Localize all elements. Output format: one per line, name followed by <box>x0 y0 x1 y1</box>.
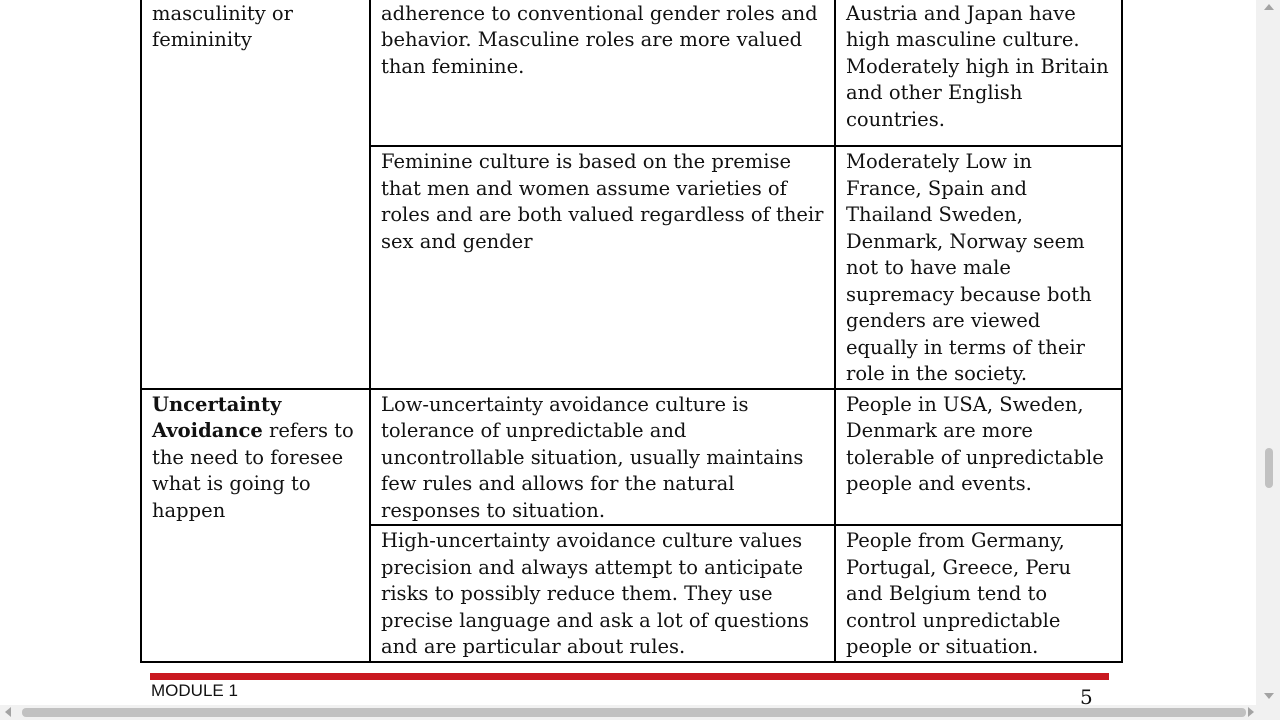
scroll-left-arrow-icon[interactable] <box>5 707 11 717</box>
description-cell: Low-uncertainty avoidance culture is tolerance of unpredictable and uncontrollable situation, usually maintains few rules and allows for the natural responses to situation. <box>370 389 835 526</box>
scroll-right-arrow-icon[interactable] <box>1248 707 1254 717</box>
scroll-up-arrow-icon[interactable] <box>1264 4 1274 10</box>
scroll-down-arrow-icon[interactable] <box>1264 693 1274 699</box>
description-cell: Feminine culture is based on the premise that men and women assume varieties of roles and are both valued regardless of their sex and gender <box>370 146 835 389</box>
dimension-title: Uncertainty Avoidance <box>152 392 282 442</box>
dimension-description: masculinity or femininity <box>152 1 293 51</box>
examples-cell: People in USA, Sweden, Denmark are more tolerable of unpredictable people and events. <box>835 389 1122 526</box>
description-cell: High-uncertainty avoidance culture values precision and always attempt to anticipate risks to possibly reduce them. They use precise language and ask a lot of questions and are particular about rules. <box>370 525 835 662</box>
horizontal-scrollbar-thumb[interactable] <box>22 708 1246 717</box>
culture-dimensions-table <box>140 0 1123 663</box>
examples-cell: Moderately Low in France, Spain and Thailand Sweden, Denmark, Norway seem not to have male supremacy because both genders are viewed equally in terms of their role in the society. <box>835 146 1122 389</box>
description-cell: adherence to conventional gender roles and behavior. Masculine roles are more valued than feminine. <box>370 0 835 146</box>
vertical-scrollbar-thumb[interactable] <box>1265 448 1273 488</box>
dimension-description: refers to the need to foresee what is going to happen <box>152 419 354 522</box>
table-row <box>141 389 1122 526</box>
dimension-cell-uncertainty <box>141 389 370 662</box>
examples-cell: Austria and Japan have high masculine culture. Moderately high in Britain and other English countries. <box>835 0 1122 146</box>
page-number: 5 <box>1080 685 1093 705</box>
dimension-cell-gender <box>141 0 370 389</box>
footer-module-label: MODULE 1 <box>151 681 238 700</box>
examples-cell: People from Germany, Portugal, Greece, Peru and Belgium tend to control unpredictable people or situation. <box>835 525 1122 662</box>
vertical-scrollbar[interactable] <box>1256 0 1280 705</box>
footer-divider <box>150 673 1109 680</box>
table-row <box>141 0 1122 146</box>
